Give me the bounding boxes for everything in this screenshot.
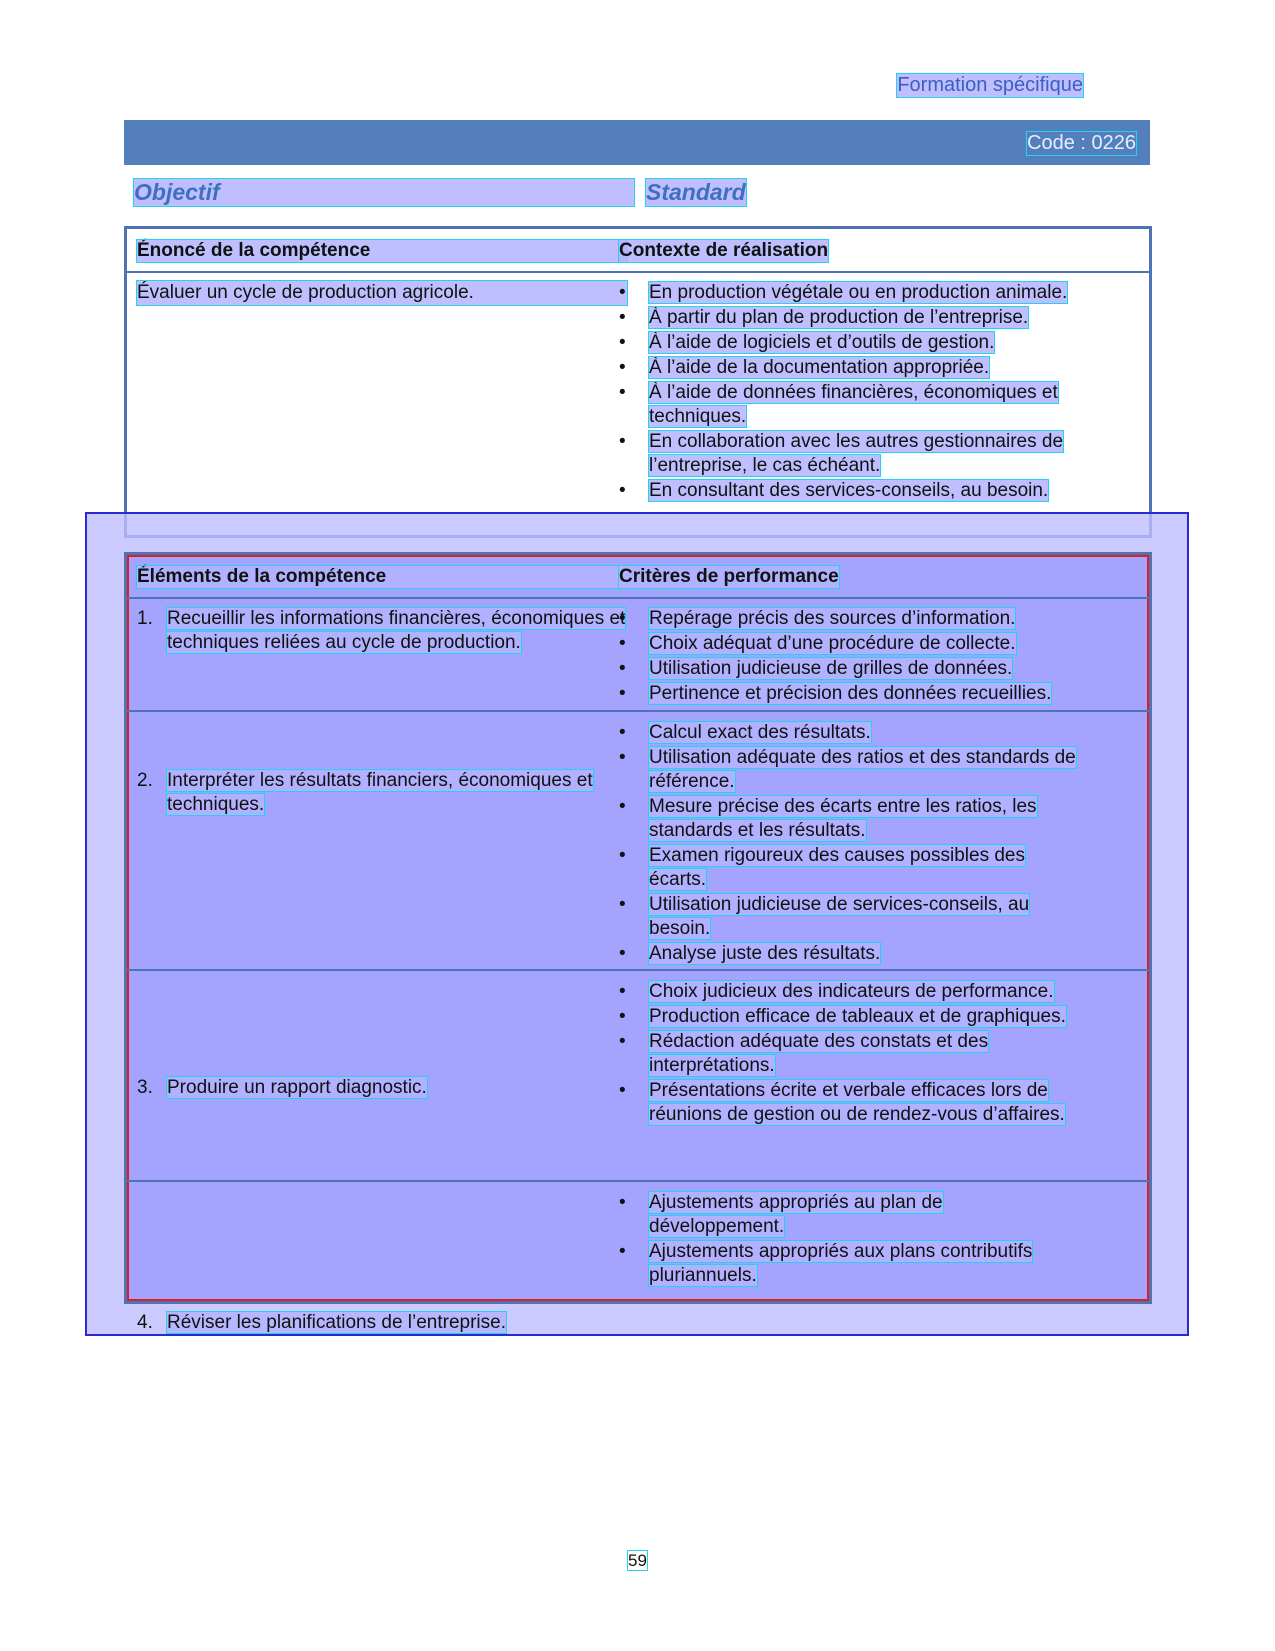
objectif-title: Objectif — [134, 179, 634, 206]
row-divider — [127, 969, 1149, 971]
element-text: Recueillir les informations financières, économiques et techniques reliées au cycle de production. — [167, 608, 626, 653]
element-text: Réviser les planifications de l’entreprise. — [167, 1312, 506, 1333]
statement-header: Énoncé de la compétence — [137, 240, 627, 262]
column-titles — [134, 179, 1139, 209]
table-header — [127, 229, 1149, 273]
criteria-list — [619, 721, 1077, 967]
list-item: • Ajustements appropriés aux plans contributifs pluriannuels. — [619, 1240, 1077, 1288]
element-text: Produire un rapport diagnostic. — [167, 1077, 427, 1098]
table-header — [127, 555, 1149, 599]
context-header: Contexte de réalisation — [619, 240, 829, 261]
element-number: 4. — [137, 1312, 153, 1333]
table-row — [137, 1076, 657, 1100]
list-item: • En collaboration avec les autres gestionnaires de l’entreprise, le cas échéant. — [619, 430, 1077, 478]
list-item: • Ajustements appropriés au plan de développement. — [619, 1191, 1077, 1239]
list-item: • En production végétale ou en production animale. — [619, 281, 1077, 305]
criteria-list — [619, 980, 1077, 1128]
context-list — [619, 281, 1077, 504]
list-item: • Calcul exact des résultats. — [619, 721, 1077, 745]
list-item: • Pertinence et précision des données recueillies. — [619, 682, 1077, 706]
table-row — [137, 1311, 657, 1335]
list-item: • Utilisation adéquate des ratios et des standards de référence. — [619, 746, 1077, 794]
list-item: • À l’aide de données financières, économiques et techniques. — [619, 381, 1077, 429]
criteria-list — [619, 1191, 1077, 1289]
list-item: • Examen rigoureux des causes possibles des écarts. — [619, 844, 1077, 892]
list-item: • Présentations écrite et verbale efficaces lors de réunions de gestion ou de rendez-vous d’affaires. — [619, 1079, 1077, 1127]
list-item: • Mesure précise des écarts entre les ratios, les standards et les résultats. — [619, 795, 1077, 843]
list-item: • En consultant des services-conseils, au besoin. — [619, 479, 1077, 503]
table-row — [137, 607, 657, 655]
element-number: 3. — [137, 1077, 153, 1098]
list-item: • Choix judicieux des indicateurs de performance. — [619, 980, 1077, 1004]
standard-title: Standard — [646, 179, 746, 205]
list-item: • Utilisation judicieuse de services-conseils, au besoin. — [619, 893, 1077, 941]
list-item: • Rédaction adéquate des constats et des interprétations. — [619, 1030, 1077, 1078]
document-section-label: Formation spécifique — [897, 74, 1083, 96]
elements-header: Éléments de la compétence — [137, 566, 627, 588]
table-row — [137, 769, 657, 817]
element-number: 2. — [137, 770, 153, 791]
criteria-header: Critères de performance — [619, 566, 839, 587]
element-number: 1. — [137, 608, 153, 629]
competency-statement: Évaluer un cycle de production agricole. — [137, 281, 627, 305]
code-bar — [124, 120, 1150, 165]
performance-criteria-table — [124, 552, 1152, 1333]
list-item: • Repérage précis des sources d’information. — [619, 607, 1077, 631]
competency-statement-table — [124, 226, 1152, 538]
row-divider — [127, 710, 1149, 712]
page-number: 59 — [628, 1551, 647, 1570]
criteria-list — [619, 607, 1077, 707]
row-divider — [127, 1180, 1149, 1182]
list-item: • Choix adéquat d’une procédure de collecte. — [619, 632, 1077, 656]
list-item: • À l’aide de la documentation appropriée. — [619, 356, 1077, 380]
list-item: • Analyse juste des résultats. — [619, 942, 1077, 966]
list-item: • Production efficace de tableaux et de graphiques. — [619, 1005, 1077, 1029]
list-item: • À l’aide de logiciels et d’outils de gestion. — [619, 331, 1077, 355]
list-item: • Utilisation judicieuse de grilles de données. — [619, 657, 1077, 681]
element-text: Interpréter les résultats financiers, économiques et techniques. — [167, 770, 593, 815]
list-item: • À partir du plan de production de l’entreprise. — [619, 306, 1077, 330]
competency-code: Code : 0226 — [1027, 132, 1136, 154]
